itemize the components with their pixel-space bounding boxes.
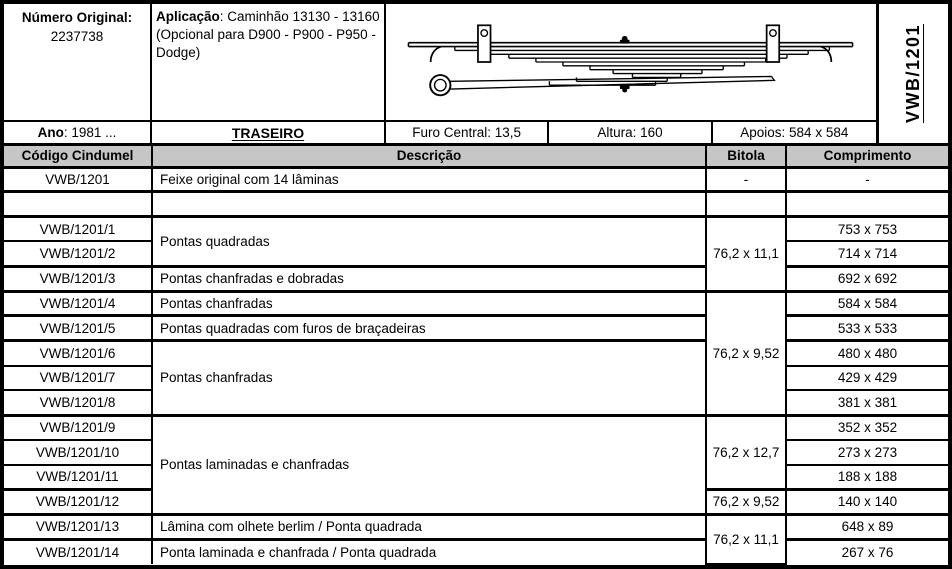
comp-cell: 188 x 188 (786, 465, 948, 490)
numero-original-value: 2237738 (50, 28, 104, 44)
code-cell: VWB/1201/14 (4, 539, 152, 564)
code-vertical-cell (879, 4, 948, 143)
table-header-row (4, 146, 948, 167)
desc-cell-merged: Pontas chanfradas (152, 341, 706, 415)
leaf-spring-diagram (390, 6, 872, 118)
aplicacao-cell (152, 4, 386, 122)
bitola-cell: - (706, 167, 786, 192)
numero-original-label: Número Original: (21, 10, 133, 25)
code-cell: VWB/1201/9 (4, 415, 152, 440)
desc-cell: Pontas quadradas com furos de braçadeiras (152, 316, 706, 341)
table-row (4, 539, 948, 564)
code-cell: VWB/1201/8 (4, 390, 152, 415)
ano-cell (4, 122, 152, 143)
aplicacao-text: : Caminhão 13130 - 13160 (Opcional para D900 - P900 - P950 - Dodge) (156, 9, 380, 60)
numero-original-cell (4, 4, 152, 122)
col-header-bitola: Bitola (706, 146, 786, 167)
comp-cell: 480 x 480 (786, 341, 948, 366)
code-cell (4, 192, 152, 217)
bitola-cell-merged: 76,2 x 9,52 (706, 291, 786, 415)
desc-cell: Pontas chanfradas e dobradas (152, 266, 706, 291)
code-cell: VWB/1201/1 (4, 217, 152, 242)
code-cell: VWB/1201/11 (4, 465, 152, 490)
desc-cell (152, 192, 706, 217)
ano-text: : 1981 ... (63, 125, 117, 140)
table-row-empty (4, 192, 948, 217)
altura-cell: Altura: 160 (549, 122, 712, 143)
posicao-cell (152, 122, 386, 143)
table-row (4, 341, 948, 366)
comp-cell: 714 x 714 (786, 241, 948, 266)
code-vertical-label: VWB/1201 (903, 23, 924, 124)
comp-cell: 584 x 584 (786, 291, 948, 316)
bitola-cell: 76,2 x 9,52 (706, 490, 786, 515)
col-header-codigo: Código Cindumel (4, 146, 152, 167)
comp-cell: 352 x 352 (786, 415, 948, 440)
comp-cell: 429 x 429 (786, 366, 948, 391)
code-cell: VWB/1201/4 (4, 291, 152, 316)
code-cell: VWB/1201/2 (4, 241, 152, 266)
col-header-comprimento: Comprimento (786, 146, 948, 167)
comp-cell: 648 x 89 (786, 514, 948, 539)
code-cell: VWB/1201/6 (4, 341, 152, 366)
drawing-cell (386, 4, 879, 122)
desc-cell: Lâmina com olhete berlim / Ponta quadrada (152, 514, 706, 539)
desc-cell-merged: Pontas quadradas (152, 217, 706, 267)
table-row (4, 167, 948, 192)
code-cell: VWB/1201/10 (4, 440, 152, 465)
table-row (4, 316, 948, 341)
col-header-descricao: Descrição (152, 146, 706, 167)
desc-cell-merged: Pontas laminadas e chanfradas (152, 415, 706, 514)
bitola-cell (706, 192, 786, 217)
parts-table-wrap (4, 146, 948, 565)
apoios-cell: Apoios: 584 x 584 (740, 125, 849, 140)
comp-cell: 267 x 76 (786, 539, 948, 564)
desc-cell: Ponta laminada e chanfrada / Ponta quadrada (152, 539, 706, 564)
bitola-cell-merged: 76,2 x 11,1 (706, 217, 786, 291)
table-row (4, 291, 948, 316)
comp-cell: 692 x 692 (786, 266, 948, 291)
table-row (4, 415, 948, 440)
aplicacao-label: Aplicação (156, 9, 220, 24)
bitola-cell-merged: 76,2 x 12,7 (706, 415, 786, 489)
code-cell: VWB/1201/3 (4, 266, 152, 291)
code-cell: VWB/1201/7 (4, 366, 152, 391)
comp-cell: 273 x 273 (786, 440, 948, 465)
comp-cell: - (786, 167, 948, 192)
parts-table (4, 146, 948, 565)
ano-label: Ano (37, 125, 64, 140)
comp-cell: 753 x 753 (786, 217, 948, 242)
comp-cell: 381 x 381 (786, 390, 948, 415)
comp-cell (786, 192, 948, 217)
code-cell: VWB/1201/5 (4, 316, 152, 341)
header-block (4, 4, 948, 146)
furo-central-cell: Furo Central: 13,5 (386, 122, 549, 143)
table-row (4, 217, 948, 242)
code-cell: VWB/1201 (4, 167, 152, 192)
code-cell: VWB/1201/12 (4, 490, 152, 515)
comp-cell: 533 x 533 (786, 316, 948, 341)
posicao-label: TRASEIRO (231, 124, 305, 141)
comp-cell: 140 x 140 (786, 490, 948, 515)
table-row (4, 514, 948, 539)
desc-cell: Pontas chanfradas (152, 291, 706, 316)
code-cell: VWB/1201/13 (4, 514, 152, 539)
table-row (4, 266, 948, 291)
desc-cell: Feixe original com 14 lâminas (152, 167, 706, 192)
specs-row (386, 122, 879, 143)
bitola-cell-merged: 76,2 x 11,1 (706, 514, 786, 564)
